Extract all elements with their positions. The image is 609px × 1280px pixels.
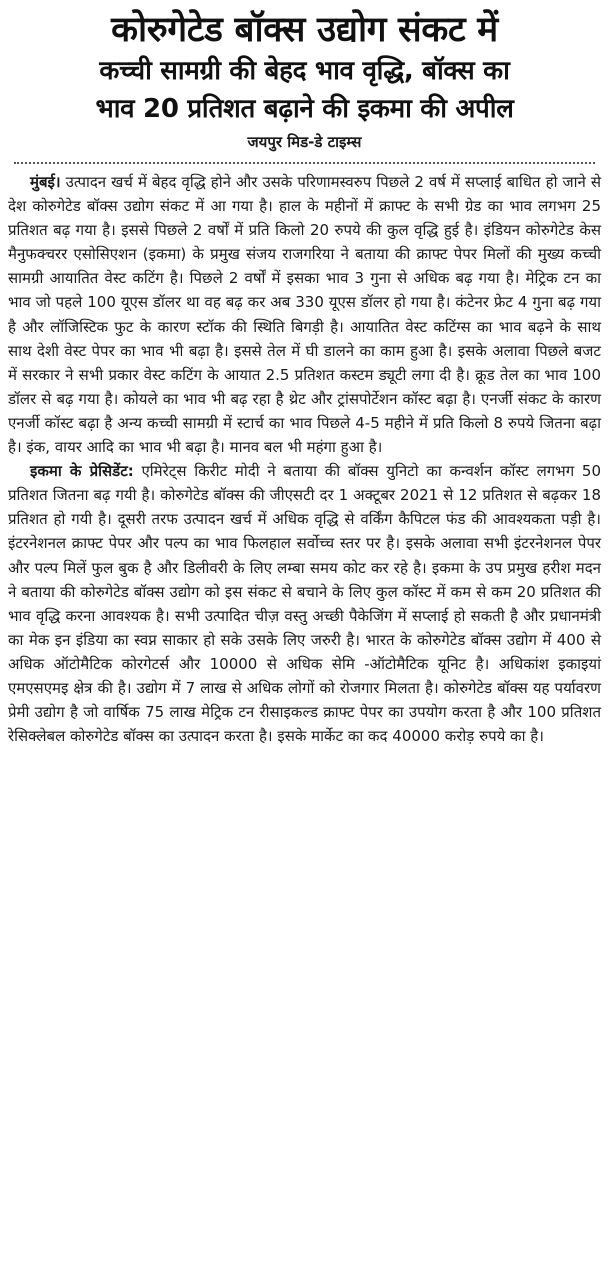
article-body [6,170,603,748]
byline: जयपुर मिड-डे टाइम्स [247,133,362,151]
divider [14,162,595,164]
paragraph-1 [8,170,601,459]
headline-line-3: भाव 20 प्रतिशत बढ़ाने की इकमा की अपील [95,94,514,124]
paragraph-lead: मुंबई। [30,173,61,191]
paragraph-text: उत्पादन खर्च में बेहद वृद्धि होने और उसके परिणामस्वरुप पिछले 2 वर्ष में सप्लाई बाधित हो जाने से देश कोरुगेटेड बॉक्स उद्योग संकट में आ गया है। हाल के महीनों में क्राफ्ट के सभी ग्रेड का भाव लगभग 25 प्रतिशत बढ़ गया है। इससे पिछले 2 वर्षों में प्रति किलो 20 रुपये की कुल वृद्धि हुई है। इंडियन कोरुगेटेड केस मैनुफक्चरर एसोसिएशन (इकमा) के प्रमुख संजय राजगरिया ने बताया की क्राफ्ट पेपर मिलों की मुख्य कच्ची सामग्री आयातित वेस्ट कटिंग है। पिछले 2 वर्षों में इसका भाव 3 गुना से अधिक बढ़ गया है। मेट्रिक टन का भाव जो पहले 100 यूएस डॉलर था वह बढ़ कर अब 330 यूएस डॉलर हो गया है। कंटेनर फ्रेट 4 गुना बढ़ गया है और लॉजिस्टिक फुट के कारण स्टॉक की स्थिति बिगड़ी है। आयातित वेस्ट कटिंग्स का भाव बढ़ने के साथ साथ देशी वेस्ट पेपर का भाव भी बढ़ा है। इससे तेल में घी डालने का काम हुआ है। इसके अलावा पिछले बजट में सरकार ने सभी प्रकार वेस्ट कटिंग के आयात 2.5 प्रतिशत कस्टम ड्यूटी लगा दी है। क्रूड तेल का भाव 100 डॉलर से बढ़ गया है। कोयले का भाव भी बढ़ रहा है थ्रेट और ट्रांसपोर्टेशन कॉस्ट बढ़ा है। एनर्जी संकट के कारण एनर्जी कॉस्ट बढ़ा है अन्य कच्ची सामग्री में स्टार्च का भाव पिछले 4-5 महीने में प्रति किलो 8 रुपये जितना बढ़ा है। इंक, वायर आदि का भाव भी बढ़ा है। मानव बल भी महंगा हुआ है। [8,173,601,457]
paragraph-lead: इकमा के प्रेसिडेंट: [30,462,134,481]
headline-line-1: कोरुगेटेड बॉक्स उद्योग संकट में [111,10,498,50]
paragraph-2 [8,459,601,748]
paragraph-text: एमिरेट्स किरीट मोदी ने बताया की बॉक्स युनिटो का कन्वर्शन कॉस्ट लगभग 50 प्रतिशत जितना बढ़ गयी है। कोरुगेटेड बॉक्स की जीएसटी दर 1 अक्टूबर 2021 से 12 प्रतिशत से बढ़कर 18 प्रतिशत हो गयी है। दूसरी तरफ उत्पादन खर्च में अधिक वृद्धि से वर्किंग कैपिटल फंड की आवश्यकता पड़ी है। इंटरनेशनल क्राफ्ट पेपर और पल्प का भाव फिलहाल सर्वोच्च स्तर पर है। इसके अलावा सभी इंटरनेशनल पेपर और पल्प मिलें फुल बुक है और डिलीवरी के लिए लम्बा समय कोट कर रहे है। इकमा के उप प्रमुख हरीश मदन ने बताया की कोरुगेटेड बॉक्स उद्योग को इस संकट से बचाने के लिए कुल कॉस्ट में कम से कम 20 प्रतिशत की भाव वृद्धि करना आवश्यक है। सभी उत्पादित चीज़ वस्तु अच्छी पैकेजिंग में सप्लाई हो सकती है और प्रधानमंत्री का मेक इन इंडिया का स्वप्न साकार हो सके उसके लिए जरुरी है। भारत के कोरुगेटेड बॉक्स उद्योग में 400 से अधिक ऑटोमैटिक कोरगेटर्स और 10000 से अधिक सेमि -ऑटोमैटिक यूनिट है। अधिकांश इकाइयां एमएसएमइ क्षेत्र की है। उद्योग में 7 लाख से अधिक लोगों को रोजगार मिलता है। कोरुगेटेड बॉक्स यह पर्यावरण प्रेमी उद्योग है जो वार्षिक 75 लाख मेट्रिक टन रीसाइकल्ड क्राफ्ट पेपर का उपयोग करता है और 100 प्रतिशत रेसिक्लेबल कोरुगेटेड बॉक्स का उत्पादन करता है। इसके मार्केट का कद 40000 करोड़ रुपये का है। [8,462,601,746]
headline-line-2: कच्ची सामग्री की बेहद भाव वृद्धि, बॉक्स का [99,56,510,86]
